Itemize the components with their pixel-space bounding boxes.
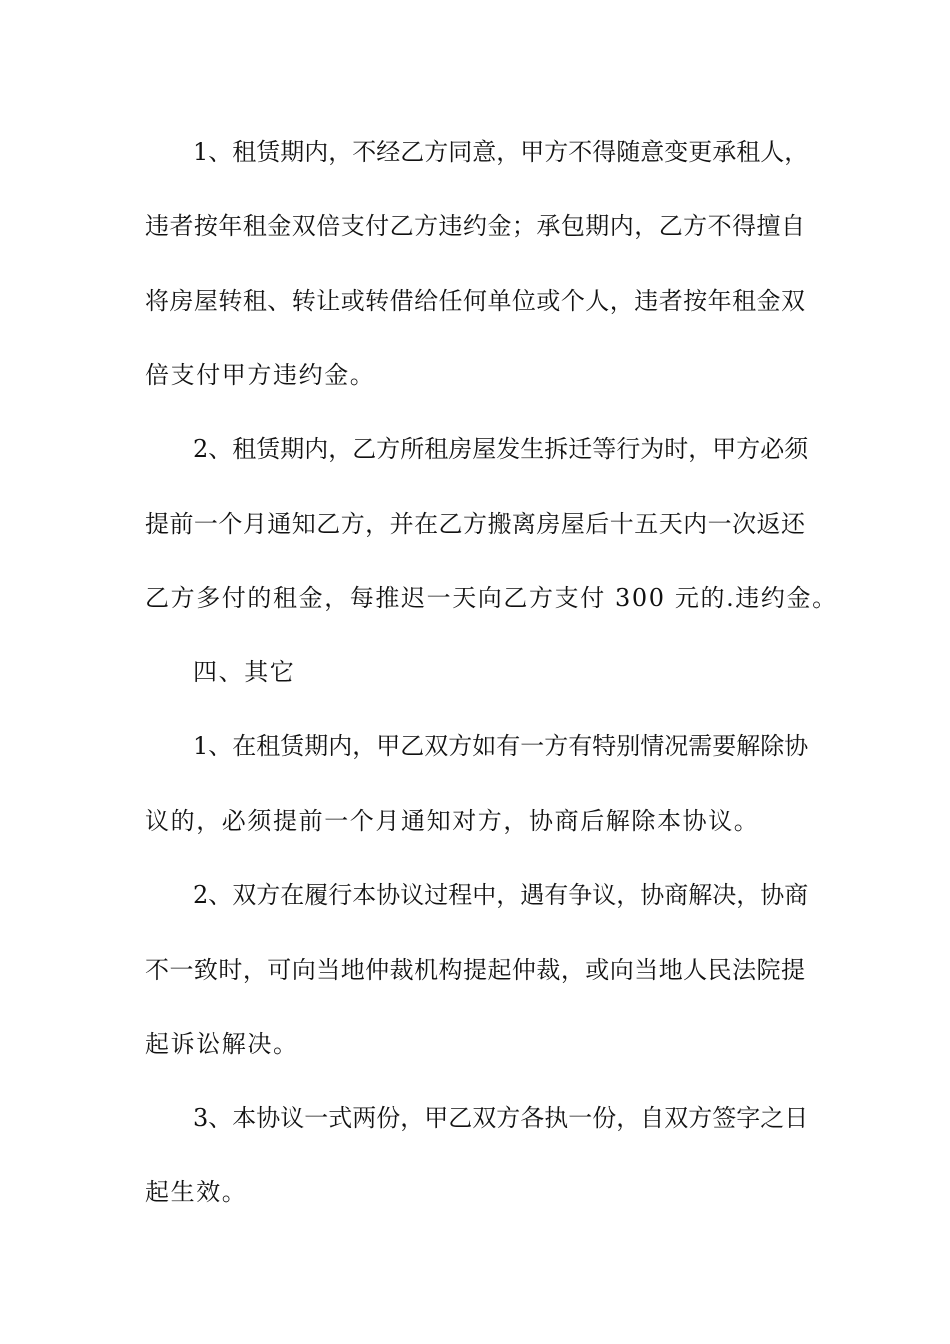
other-clause-2-line-2: 不一致时，可向当地仲裁机构提起仲裁，或向当地人民法院提	[145, 956, 805, 984]
other-clause-2-line-3: 起诉讼解决。	[145, 1030, 299, 1058]
clause-1-line-2: 违者按年租金双倍支付乙方违约金；承包期内，乙方不得擅自	[145, 212, 805, 240]
section-heading-other: 四、其它	[193, 658, 296, 686]
clause-1-line-3: 将房屋转租、转让或转借给任何单位或个人，违者按年租金双	[145, 287, 805, 315]
other-clause-1-line-2: 议的，必须提前一个月通知对方，协商后解除本协议。	[145, 807, 760, 835]
other-clause-2-line-1: 2、双方在履行本协议过程中，遇有争议，协商解决，协商	[193, 881, 809, 909]
other-clause-3-line-1: 3、本协议一式两份，甲乙双方各执一份，自双方签字之日	[193, 1104, 809, 1132]
clause-2-line-2: 提前一个月通知乙方，并在乙方搬离房屋后十五天内一次返还	[145, 510, 805, 538]
other-clause-1-line-1: 1、在租赁期内，甲乙双方如有一方有特别情况需要解除协	[193, 732, 809, 760]
clause-1-line-1: 1、租赁期内，不经乙方同意，甲方不得随意变更承租人，	[193, 138, 809, 166]
clause-2-line-1: 2、租赁期内，乙方所租房屋发生拆迁等行为时，甲方必须	[193, 435, 809, 463]
other-clause-3-line-2: 起生效。	[145, 1178, 248, 1206]
clause-2-line-3: 乙方多付的租金，每推迟一天向乙方支付 300 元的.违约金。	[145, 584, 838, 612]
clause-1-line-4: 倍支付甲方违约金。	[145, 361, 376, 389]
